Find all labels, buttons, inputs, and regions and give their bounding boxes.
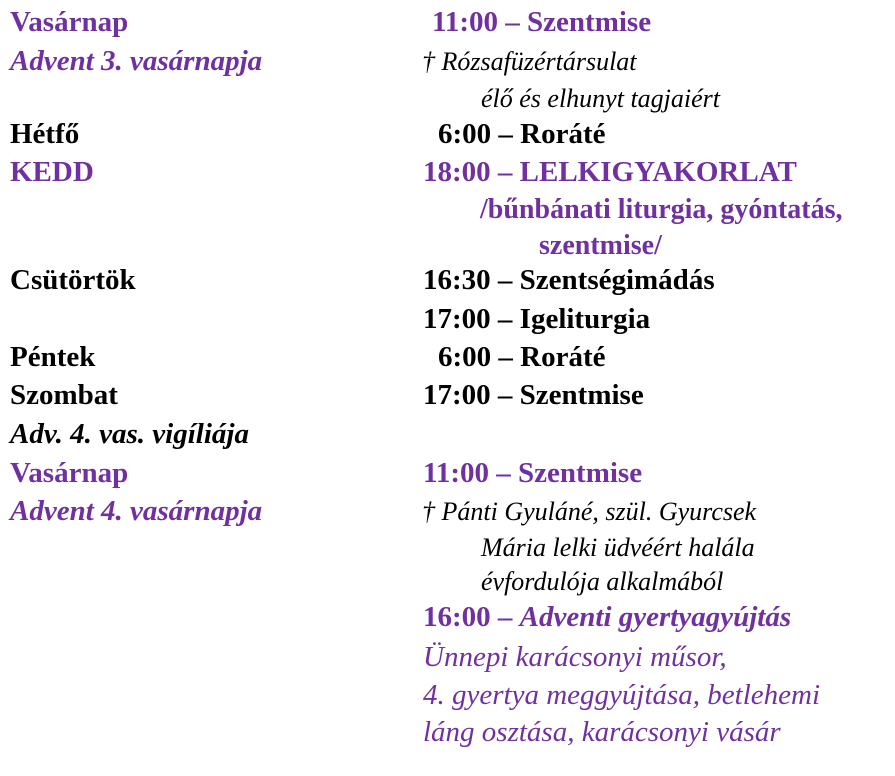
feast-label-saturday: Adv. 4. vas. vigíliája	[10, 418, 249, 450]
day-label-sunday-2: Vasárnap	[10, 457, 129, 489]
day-label-sunday-1: Vasárnap	[10, 6, 129, 38]
time-friday-rorate: 6:00 – Roráté	[438, 341, 606, 373]
intention-sunday-2-line-3: évfordulója alkalmából	[481, 567, 724, 596]
event-desc-line-2: 4. gyertya meggyújtása, betlehemi	[423, 679, 821, 711]
time-thursday-adoration: 16:30 – Szentségimádás	[423, 264, 715, 296]
event-sunday-2-candle	[423, 603, 791, 632]
note-tuesday-line-1: /bűnbánati liturgia, gyóntatás,	[480, 194, 843, 225]
note-tuesday-line-2: szentmise/	[539, 230, 662, 261]
time-monday-rorate: 6:00 – Roráté	[438, 118, 606, 150]
time-tuesday-retreat: 18:00 – LELKIGYAKORLAT	[423, 156, 797, 188]
day-label-tuesday: KEDD	[10, 156, 94, 188]
day-label-friday: Péntek	[10, 341, 96, 373]
time-sunday-2-mass: 11:00 – Szentmise	[423, 457, 643, 489]
intention-sunday-2-line-2: Mária lelki üdvéért halála	[481, 533, 755, 562]
event-desc-line-3: láng osztása, karácsonyi vásár	[423, 716, 781, 748]
feast-label-sunday-1: Advent 3. vasárnapja	[10, 45, 263, 77]
event-time: 16:00 –	[423, 601, 520, 633]
intention-sunday-2-line-1: † Pánti Gyuláné, szül. Gyurcsek	[422, 497, 757, 526]
feast-label-sunday-2: Advent 4. vasárnapja	[10, 495, 263, 527]
intention-sunday-1-line-1: † Rózsafüzértársulat	[422, 47, 637, 76]
event-desc-line-1: Ünnepi karácsonyi műsor,	[423, 641, 727, 673]
intention-sunday-1-line-2: élő és elhunyt tagjaiért	[481, 84, 721, 113]
event-name: Adventi gyertyagyújtás	[519, 601, 792, 633]
day-label-saturday: Szombat	[10, 379, 118, 411]
time-sunday-1-mass: 11:00 – Szentmise	[432, 6, 652, 38]
time-thursday-liturgy: 17:00 – Igeliturgia	[423, 303, 651, 335]
time-saturday-mass: 17:00 – Szentmise	[423, 379, 644, 411]
day-label-thursday: Csütörtök	[10, 264, 136, 296]
day-label-monday: Hétfő	[10, 118, 80, 150]
